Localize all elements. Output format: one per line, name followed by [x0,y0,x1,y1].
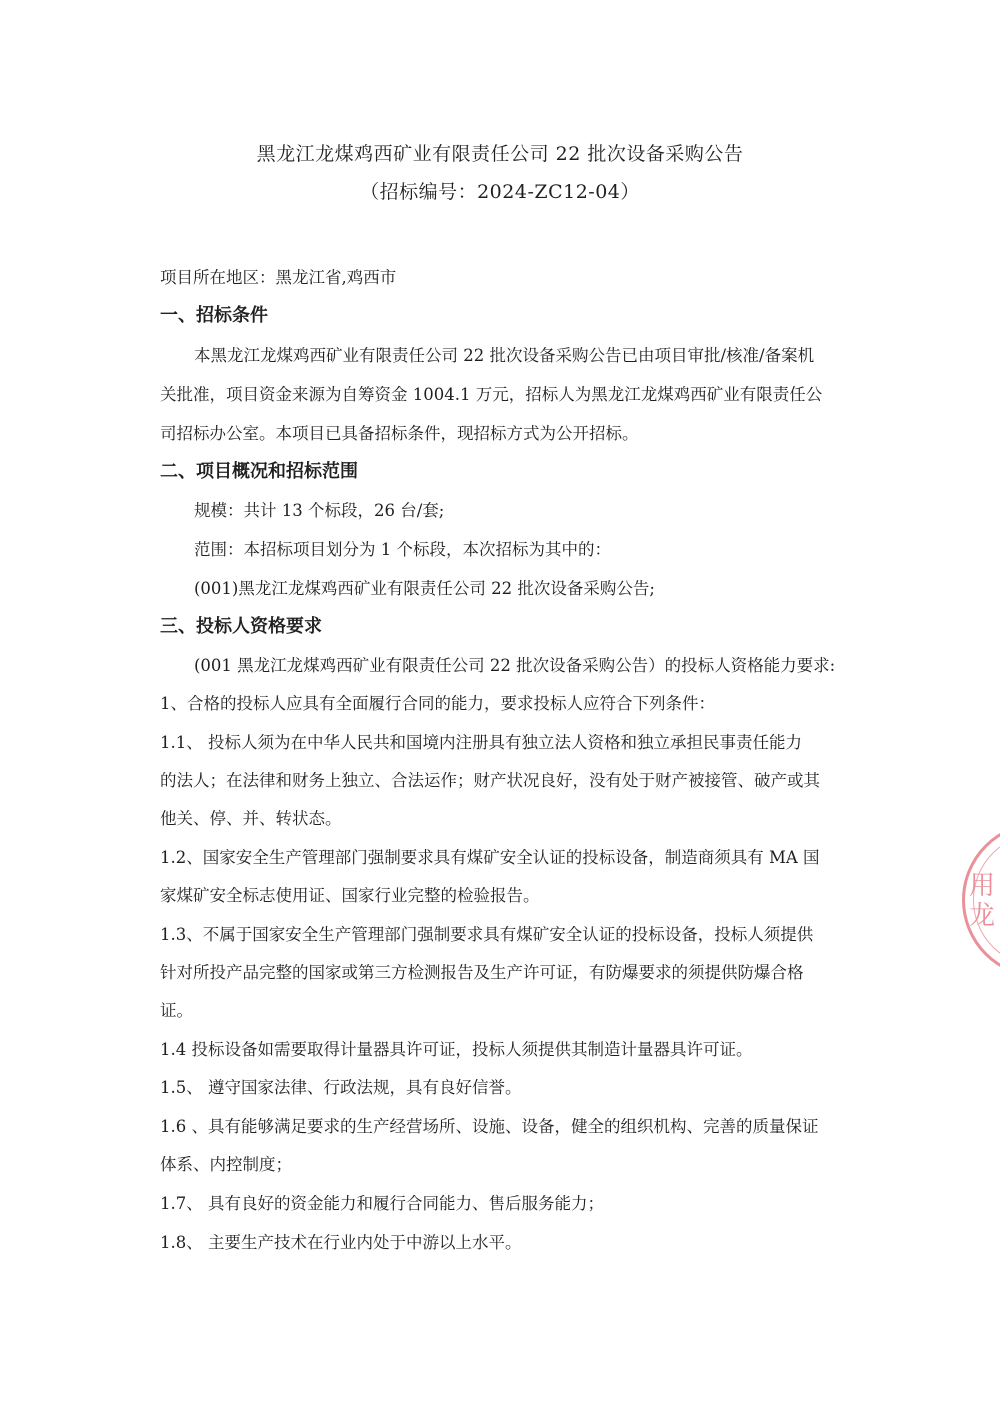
qualification-intro: (001 黑龙江龙煤鸡西矿业有限责任公司 22 批次设备采购公告）的投标人资格能力要求: [194,656,836,675]
requirement-1: 1、合格的投标人应具有全面履行合同的能力，要求投标人应符合下列条件： [160,694,715,713]
requirement-1-2: 1.2、国家安全生产管理部门强制要求具有煤矿安全认证的投标设备，制造商须具有 MA 国 [160,848,820,867]
section-heading-2: 二、项目概况和招标范围 [160,461,358,482]
project-location: 项目所在地区：黑龙江省,鸡西市 [160,268,397,287]
requirement-1-4: 1.4 投标设备如需要取得计量器具许可证，投标人须提供其制造计量器具许可证。 [160,1040,753,1059]
section1-line: 本黑龙江龙煤鸡西矿业有限责任公司 22 批次设备采购公告已由项目审批/核准/备案机 [194,346,815,365]
requirement-1-8: 1.8、 主要生产技术在行业内处于中游以上水平。 [160,1233,522,1252]
requirement-1-7: 1.7、 具有良好的资金能力和履行合同能力、售后服务能力； [160,1194,604,1213]
seal-text: 用龙 [969,871,996,931]
range-line: 范围：本招标项目划分为 1 个标段，本次招标为其中的： [194,540,611,559]
requirement-1-3: 证。 [160,1001,193,1020]
requirement-1-1: 1.1、 投标人须为在中华人民共和国境内注册具有独立法人资格和独立承担民事责任能力 [160,733,802,752]
scale-line: 规模：共计 13 个标段，26 台/套; [194,501,445,520]
requirement-1-6: 1.6 、具有能够满足要求的生产经营场所、设施、设备，健全的组织机构、完善的质量保证 [160,1117,819,1136]
lot-item: (001)黑龙江龙煤鸡西矿业有限责任公司 22 批次设备采购公告; [194,579,655,598]
requirement-1-6: 体系、内控制度； [160,1155,292,1174]
requirement-1-1: 他关、停、并、转状态。 [160,809,342,828]
section-heading-1: 一、招标条件 [160,305,268,326]
requirement-1-3: 1.3、不属于国家安全生产管理部门强制要求具有煤矿安全认证的投标设备，投标人须提供 [160,925,814,944]
section-heading-3: 三、投标人资格要求 [160,616,322,637]
requirement-1-1: 的法人；在法律和财务上独立、合法运作；财产状况良好，没有处于财产被接管、破产或其 [160,771,820,790]
document-title: 黑龙江龙煤鸡西矿业有限责任公司 22 批次设备采购公告 [256,143,744,165]
requirement-1-3: 针对所投产品完整的国家或第三方检测报告及生产许可证，有防爆要求的须提供防爆合格 [160,963,804,982]
bid-number: （招标编号：2024-ZC12-04） [360,181,640,203]
requirement-1-2: 家煤矿安全标志使用证、国家行业完整的检验报告。 [160,886,540,905]
company-seal [962,822,1000,978]
section1-line: 关批准，项目资金来源为自筹资金 1004.1 万元，招标人为黑龙江龙煤鸡西矿业有限责任公 [160,385,823,404]
requirement-1-5: 1.5、 遵守国家法律、行政法规，具有良好信誉。 [160,1078,522,1097]
section1-line: 司招标办公室。本项目已具备招标条件，现招标方式为公开招标。 [160,424,639,443]
